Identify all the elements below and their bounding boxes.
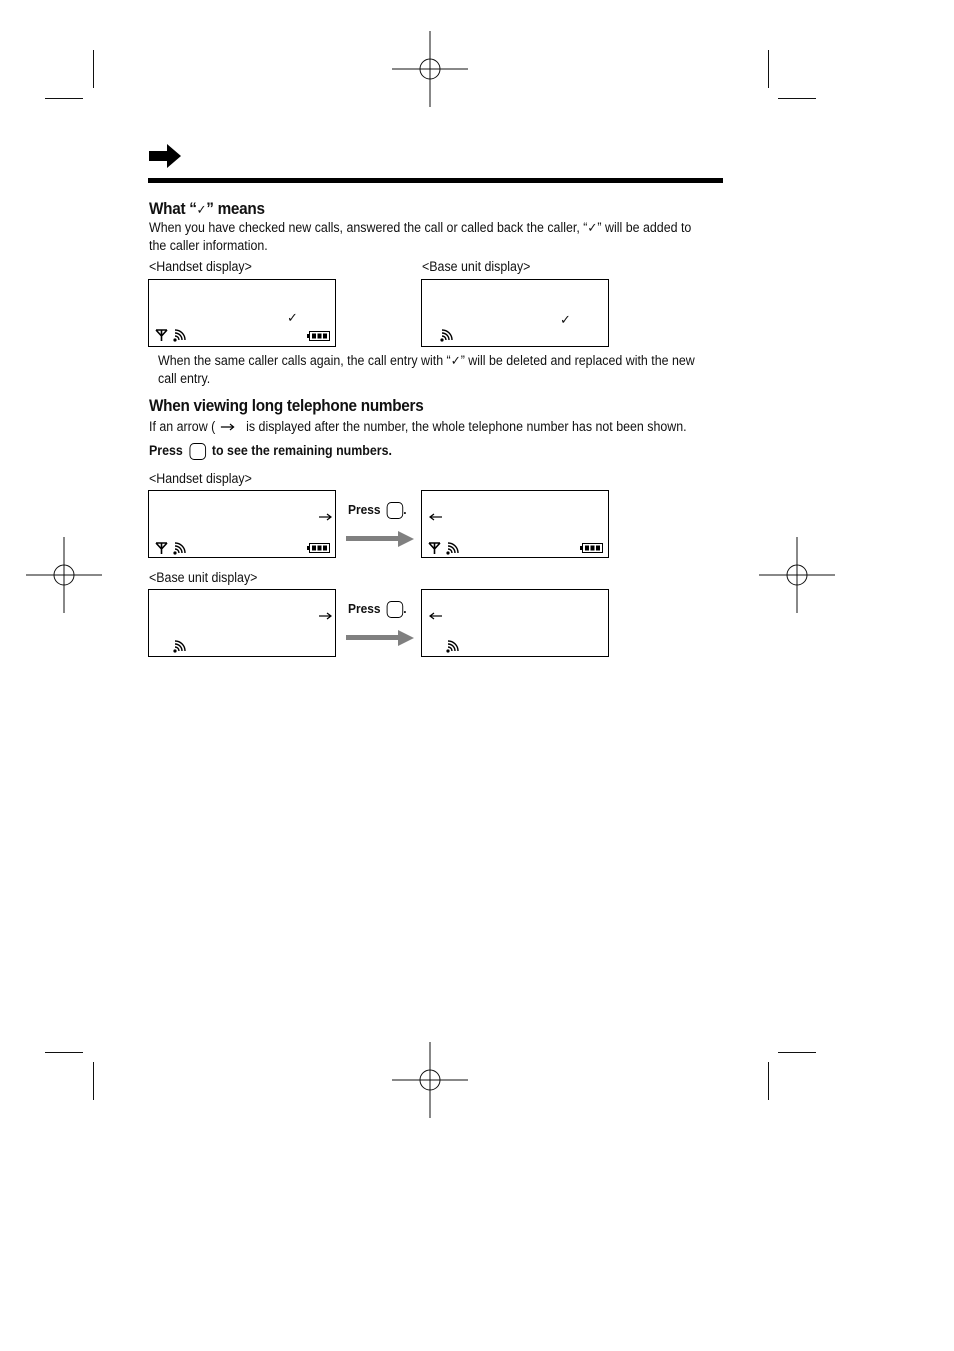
registration-mark [392, 1042, 468, 1118]
check-mark-icon: ✓ [560, 312, 571, 327]
registration-mark [26, 537, 102, 613]
signal-icon [446, 640, 461, 653]
heading-text: ” means [206, 199, 265, 218]
instruction [149, 442, 392, 460]
instruction-text: Press [149, 443, 183, 458]
right-arrow-icon [319, 512, 333, 522]
press-instruction [348, 502, 407, 519]
section-paragraph [149, 219, 706, 255]
instruction-text: to see the remaining numbers. [211, 443, 392, 458]
right-arrow-icon [149, 144, 181, 168]
base-unit-display-before [148, 589, 336, 657]
crop-mark [768, 1062, 769, 1100]
section-paragraph [149, 418, 719, 436]
antenna-icon [428, 542, 441, 555]
left-arrow-icon [428, 512, 442, 522]
header-rule [148, 178, 723, 183]
antenna-icon [155, 329, 168, 342]
left-arrow-icon [428, 611, 442, 621]
signal-icon [173, 542, 188, 555]
crop-mark [778, 1052, 816, 1053]
crop-mark [45, 98, 83, 99]
navigator-key-icon [387, 502, 407, 519]
crop-mark [45, 1052, 83, 1053]
check-mark-icon: ✓ [287, 310, 298, 325]
navigator-key-icon [387, 601, 407, 618]
crop-mark [778, 98, 816, 99]
crop-mark [93, 50, 94, 88]
handset-display-label: <Handset display> [149, 471, 252, 486]
transition-arrow [346, 630, 414, 646]
press-text: Press [348, 502, 381, 517]
signal-icon [173, 640, 188, 653]
right-arrow-icon [319, 611, 333, 621]
press-period: . [403, 601, 407, 616]
paragraph-text: If an arrow ( [149, 419, 216, 434]
note-paragraph [158, 352, 710, 388]
note-text: When the same caller calls again, the call entry with “ [158, 353, 451, 368]
press-instruction [348, 601, 407, 618]
signal-icon [173, 329, 188, 342]
base-unit-display-after [421, 589, 609, 657]
navigator-key-icon [189, 443, 206, 460]
crop-mark [93, 1062, 94, 1100]
handset-display-label: <Handset display> [149, 259, 252, 274]
signal-icon [440, 329, 455, 342]
check-mark-icon: ✓ [196, 202, 207, 217]
press-text: Press [348, 601, 381, 616]
transition-arrow [346, 531, 414, 547]
base-unit-display-label: <Base unit display> [422, 259, 531, 274]
registration-mark [392, 31, 468, 107]
paragraph-text: ” will be added to the caller information. [149, 220, 692, 253]
crop-mark [768, 50, 769, 88]
section-heading-long-numbers: When viewing long telephone numbers [149, 396, 424, 415]
paragraph-text: When you have checked new calls, answered the call or called back the caller, “ [149, 220, 588, 235]
handset-display-before [148, 490, 336, 558]
paragraph-text: is displayed after the number, the whole telephone number has not been shown. [246, 419, 687, 434]
right-arrow-icon [221, 422, 236, 432]
base-unit-display-label: <Base unit display> [149, 570, 258, 585]
check-mark-icon: ✓ [450, 353, 461, 368]
press-period: . [403, 502, 407, 517]
check-mark-icon: ✓ [587, 220, 598, 235]
signal-icon [446, 542, 461, 555]
base-unit-display [421, 279, 609, 347]
heading-text: What “ [149, 199, 197, 218]
note-text: ” will be deleted and replaced with the new call entry. [158, 353, 695, 386]
battery-icon [307, 331, 330, 341]
battery-icon [580, 543, 603, 553]
section-heading-check-meaning [149, 199, 265, 219]
registration-mark [759, 537, 835, 613]
battery-icon [307, 543, 330, 553]
handset-display-after [421, 490, 609, 558]
antenna-icon [155, 542, 168, 555]
handset-display [148, 279, 336, 347]
